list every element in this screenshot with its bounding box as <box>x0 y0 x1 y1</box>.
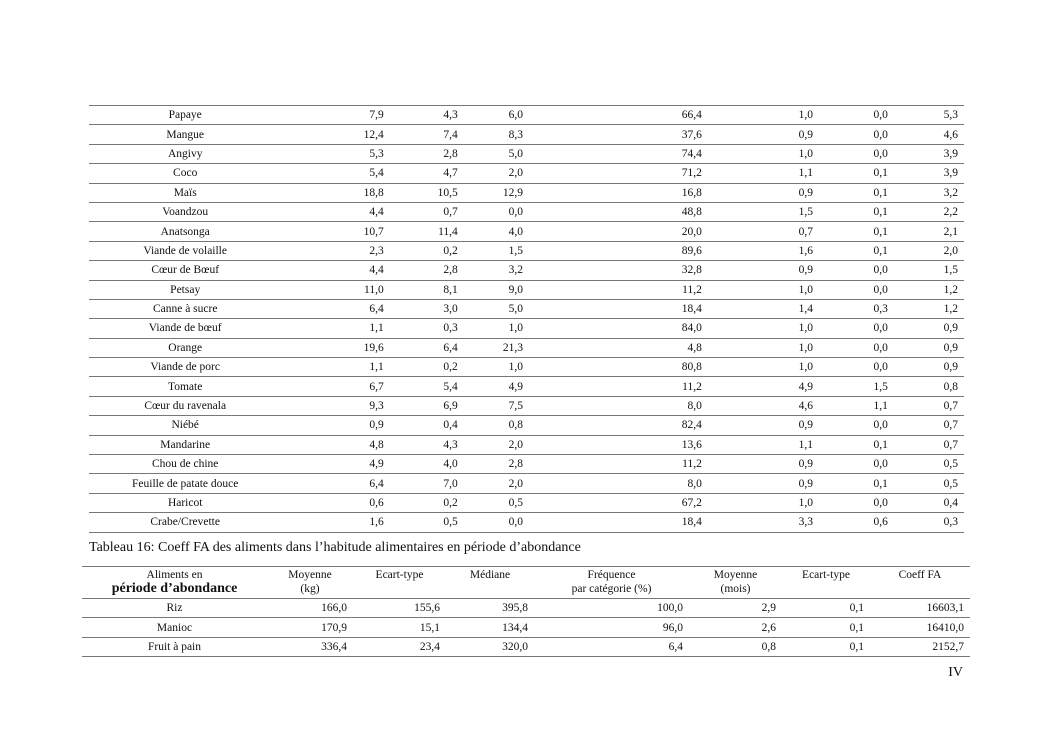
value-cell: 1,0 <box>708 319 819 338</box>
value-cell: 0,5 <box>390 513 464 532</box>
value-cell: 21,3 <box>464 338 529 357</box>
value-cell: 10,7 <box>281 222 389 241</box>
value-cell: 20,0 <box>529 222 708 241</box>
food-name-cell: Haricot <box>89 493 281 512</box>
value-cell: 100,0 <box>534 599 689 618</box>
header-frequence-line1: Fréquence <box>587 569 636 581</box>
value-cell: 67,2 <box>529 493 708 512</box>
value-cell: 0,8 <box>464 416 529 435</box>
food-name-cell: Mangue <box>89 125 281 144</box>
value-cell: 0,3 <box>819 299 894 318</box>
value-cell: 11,2 <box>529 280 708 299</box>
table-row <box>89 183 964 202</box>
value-cell: 4,0 <box>464 222 529 241</box>
value-cell: 1,6 <box>708 241 819 260</box>
value-cell: 6,7 <box>281 377 389 396</box>
table-row <box>89 280 964 299</box>
table-row <box>89 261 964 280</box>
value-cell: 7,0 <box>390 474 464 493</box>
value-cell: 0,9 <box>894 319 964 338</box>
table-row <box>89 358 964 377</box>
value-cell: 4,4 <box>281 202 389 221</box>
table-row <box>89 416 964 435</box>
value-cell: 0,5 <box>894 474 964 493</box>
value-cell: 6,0 <box>464 106 529 125</box>
table-row <box>82 637 970 656</box>
value-cell: 0,0 <box>819 144 894 163</box>
value-cell: 2,8 <box>464 455 529 474</box>
value-cell: 9,3 <box>281 396 389 415</box>
page-number: IV <box>948 665 963 680</box>
value-cell: 0,0 <box>819 455 894 474</box>
value-cell: 19,6 <box>281 338 389 357</box>
value-cell: 4,6 <box>708 396 819 415</box>
value-cell: 0,7 <box>708 222 819 241</box>
value-cell: 0,9 <box>708 183 819 202</box>
value-cell: 3,2 <box>894 183 964 202</box>
value-cell: 12,9 <box>464 183 529 202</box>
value-cell: 3,0 <box>390 299 464 318</box>
value-cell: 0,9 <box>281 416 389 435</box>
value-cell: 66,4 <box>529 106 708 125</box>
value-cell: 0,4 <box>390 416 464 435</box>
value-cell: 0,9 <box>894 358 964 377</box>
value-cell: 0,9 <box>708 455 819 474</box>
value-cell: 2,6 <box>689 618 782 637</box>
food-name-cell: Cœur du ravenala <box>89 396 281 415</box>
header-moyenne-mois <box>689 567 782 599</box>
value-cell: 1,1 <box>281 319 389 338</box>
header-moyenne-mois-line1: Moyenne <box>713 569 758 581</box>
value-cell: 15,1 <box>353 618 446 637</box>
table-row <box>89 435 964 454</box>
value-cell: 0,9 <box>708 416 819 435</box>
value-cell: 1,1 <box>708 164 819 183</box>
value-cell: 0,9 <box>708 125 819 144</box>
value-cell: 1,0 <box>708 493 819 512</box>
value-cell: 2,0 <box>464 435 529 454</box>
value-cell: 16410,0 <box>870 618 970 637</box>
value-cell: 4,6 <box>894 125 964 144</box>
value-cell: 1,0 <box>708 280 819 299</box>
food-name-cell: Canne à sucre <box>89 299 281 318</box>
value-cell: 16603,1 <box>870 599 970 618</box>
header-food-line1: Aliments en <box>146 569 203 581</box>
value-cell: 48,8 <box>529 202 708 221</box>
value-cell: 2,0 <box>464 474 529 493</box>
food-name-cell: Angivy <box>89 144 281 163</box>
header-ecart-type-2: Ecart-type <box>782 567 870 599</box>
value-cell: 0,0 <box>819 416 894 435</box>
value-cell: 0,1 <box>782 618 870 637</box>
value-cell: 0,7 <box>894 435 964 454</box>
value-cell: 71,2 <box>529 164 708 183</box>
value-cell: 32,8 <box>529 261 708 280</box>
value-cell: 4,7 <box>390 164 464 183</box>
value-cell: 0,6 <box>819 513 894 532</box>
value-cell: 6,4 <box>390 338 464 357</box>
value-cell: 0,1 <box>819 241 894 260</box>
value-cell: 1,0 <box>464 319 529 338</box>
value-cell: 1,0 <box>708 144 819 163</box>
food-name-cell: Feuille de patate douce <box>89 474 281 493</box>
value-cell: 3,9 <box>894 144 964 163</box>
value-cell: 336,4 <box>267 637 353 656</box>
food-name-cell: Maïs <box>89 183 281 202</box>
value-cell: 89,6 <box>529 241 708 260</box>
value-cell: 155,6 <box>353 599 446 618</box>
value-cell: 0,5 <box>464 493 529 512</box>
value-cell: 0,8 <box>894 377 964 396</box>
value-cell: 18,4 <box>529 299 708 318</box>
value-cell: 4,8 <box>281 435 389 454</box>
value-cell: 11,4 <box>390 222 464 241</box>
value-cell: 8,1 <box>390 280 464 299</box>
value-cell: 1,6 <box>281 513 389 532</box>
value-cell: 7,9 <box>281 106 389 125</box>
value-cell: 0,3 <box>390 319 464 338</box>
value-cell: 0,0 <box>819 338 894 357</box>
value-cell: 0,7 <box>894 416 964 435</box>
food-name-cell: Viande de volaille <box>89 241 281 260</box>
value-cell: 5,3 <box>281 144 389 163</box>
value-cell: 8,0 <box>529 396 708 415</box>
value-cell: 1,5 <box>708 202 819 221</box>
value-cell: 0,0 <box>819 358 894 377</box>
food-name-cell: Manioc <box>82 618 267 637</box>
table-row <box>82 599 970 618</box>
header-coeff-fa: Coeff FA <box>870 567 970 599</box>
value-cell: 0,1 <box>819 164 894 183</box>
value-cell: 0,7 <box>390 202 464 221</box>
value-cell: 0,1 <box>819 183 894 202</box>
header-ecart-type: Ecart-type <box>353 567 446 599</box>
value-cell: 6,4 <box>281 299 389 318</box>
table-row <box>89 319 964 338</box>
value-cell: 0,5 <box>894 455 964 474</box>
value-cell: 2,8 <box>390 261 464 280</box>
value-cell: 0,9 <box>708 474 819 493</box>
value-cell: 4,0 <box>390 455 464 474</box>
value-cell: 23,4 <box>353 637 446 656</box>
value-cell: 82,4 <box>529 416 708 435</box>
value-cell: 3,9 <box>894 164 964 183</box>
food-name-cell: Tomate <box>89 377 281 396</box>
value-cell: 0,7 <box>894 396 964 415</box>
value-cell: 8,3 <box>464 125 529 144</box>
value-cell: 0,1 <box>782 637 870 656</box>
value-cell: 8,0 <box>529 474 708 493</box>
value-cell: 5,0 <box>464 144 529 163</box>
value-cell: 0,1 <box>819 474 894 493</box>
value-cell: 2,9 <box>689 599 782 618</box>
food-name-cell: Coco <box>89 164 281 183</box>
value-cell: 4,9 <box>708 377 819 396</box>
value-cell: 1,5 <box>464 241 529 260</box>
food-name-cell: Voandzou <box>89 202 281 221</box>
value-cell: 5,4 <box>390 377 464 396</box>
value-cell: 0,1 <box>819 222 894 241</box>
food-name-cell: Papaye <box>89 106 281 125</box>
table-row <box>89 455 964 474</box>
value-cell: 4,4 <box>281 261 389 280</box>
food-name-cell: Anatsonga <box>89 222 281 241</box>
value-cell: 4,9 <box>464 377 529 396</box>
value-cell: 6,4 <box>534 637 689 656</box>
value-cell: 1,0 <box>464 358 529 377</box>
value-cell: 10,5 <box>390 183 464 202</box>
value-cell: 3,2 <box>464 261 529 280</box>
food-name-cell: Crabe/Crevette <box>89 513 281 532</box>
value-cell: 0,0 <box>819 493 894 512</box>
value-cell: 0,4 <box>894 493 964 512</box>
food-name-cell: Niébé <box>89 416 281 435</box>
header-frequence-line2: par catégorie (%) <box>571 583 652 595</box>
table-row <box>82 618 970 637</box>
value-cell: 13,6 <box>529 435 708 454</box>
value-cell: 2152,7 <box>870 637 970 656</box>
value-cell: 134,4 <box>446 618 534 637</box>
food-name-cell: Petsay <box>89 280 281 299</box>
value-cell: 2,0 <box>894 241 964 260</box>
value-cell: 0,8 <box>689 637 782 656</box>
value-cell: 0,9 <box>708 261 819 280</box>
table-row <box>89 241 964 260</box>
table-row <box>89 106 964 125</box>
value-cell: 0,1 <box>819 202 894 221</box>
header-moyenne-kg-line2: (kg) <box>300 583 320 595</box>
table-row <box>89 396 964 415</box>
value-cell: 0,1 <box>819 435 894 454</box>
value-cell: 320,0 <box>446 637 534 656</box>
value-cell: 0,1 <box>782 599 870 618</box>
value-cell: 5,4 <box>281 164 389 183</box>
value-cell: 7,5 <box>464 396 529 415</box>
food-name-cell: Riz <box>82 599 267 618</box>
value-cell: 5,0 <box>464 299 529 318</box>
value-cell: 1,1 <box>708 435 819 454</box>
food-name-cell: Cœur de Bœuf <box>89 261 281 280</box>
value-cell: 18,8 <box>281 183 389 202</box>
table-row <box>89 474 964 493</box>
value-cell: 0,0 <box>819 261 894 280</box>
value-cell: 16,8 <box>529 183 708 202</box>
value-cell: 4,3 <box>390 435 464 454</box>
food-table-continued <box>89 105 964 533</box>
table-row <box>89 144 964 163</box>
table-row <box>89 338 964 357</box>
table-row <box>89 202 964 221</box>
table-row <box>89 164 964 183</box>
value-cell: 1,0 <box>708 106 819 125</box>
header-moyenne-kg-line1: Moyenne <box>288 569 332 581</box>
value-cell: 166,0 <box>267 599 353 618</box>
value-cell: 1,4 <box>708 299 819 318</box>
table-row <box>89 377 964 396</box>
table-row <box>89 299 964 318</box>
table-row <box>89 513 964 532</box>
value-cell: 0,0 <box>464 202 529 221</box>
food-name-cell: Mandarine <box>89 435 281 454</box>
value-cell: 1,0 <box>708 358 819 377</box>
value-cell: 9,0 <box>464 280 529 299</box>
value-cell: 1,5 <box>894 261 964 280</box>
header-frequence <box>534 567 689 599</box>
value-cell: 1,0 <box>708 338 819 357</box>
table-row <box>89 125 964 144</box>
value-cell: 395,8 <box>446 599 534 618</box>
table-header <box>82 567 970 599</box>
value-cell: 18,4 <box>529 513 708 532</box>
abundance-table <box>82 566 970 657</box>
value-cell: 1,2 <box>894 299 964 318</box>
value-cell: 2,8 <box>390 144 464 163</box>
value-cell: 11,0 <box>281 280 389 299</box>
header-food-line2: période d’abondance <box>111 581 238 596</box>
food-name-cell: Viande de porc <box>89 358 281 377</box>
header-moyenne-mois-line2: (mois) <box>720 583 751 595</box>
value-cell: 96,0 <box>534 618 689 637</box>
value-cell: 6,4 <box>281 474 389 493</box>
value-cell: 0,9 <box>894 338 964 357</box>
value-cell: 4,9 <box>281 455 389 474</box>
value-cell: 1,1 <box>819 396 894 415</box>
value-cell: 2,1 <box>894 222 964 241</box>
table-row <box>89 493 964 512</box>
value-cell: 0,6 <box>281 493 389 512</box>
value-cell: 0,0 <box>819 280 894 299</box>
table-caption: Tableau 16: Coeff FA des aliments dans l’habitude alimentaires en période d’abondance <box>89 540 581 555</box>
value-cell: 6,9 <box>390 396 464 415</box>
value-cell: 0,3 <box>894 513 964 532</box>
food-name-cell: Viande de bœuf <box>89 319 281 338</box>
value-cell: 2,3 <box>281 241 389 260</box>
value-cell: 4,3 <box>390 106 464 125</box>
value-cell: 0,0 <box>819 106 894 125</box>
value-cell: 1,2 <box>894 280 964 299</box>
value-cell: 170,9 <box>267 618 353 637</box>
value-cell: 11,2 <box>529 377 708 396</box>
value-cell: 2,0 <box>464 164 529 183</box>
value-cell: 0,0 <box>464 513 529 532</box>
table-row <box>89 222 964 241</box>
value-cell: 80,8 <box>529 358 708 377</box>
value-cell: 3,3 <box>708 513 819 532</box>
value-cell: 1,1 <box>281 358 389 377</box>
value-cell: 0,2 <box>390 493 464 512</box>
value-cell: 2,2 <box>894 202 964 221</box>
value-cell: 7,4 <box>390 125 464 144</box>
value-cell: 74,4 <box>529 144 708 163</box>
value-cell: 12,4 <box>281 125 389 144</box>
food-name-cell: Chou de chine <box>89 455 281 474</box>
value-cell: 0,0 <box>819 319 894 338</box>
value-cell: 84,0 <box>529 319 708 338</box>
value-cell: 37,6 <box>529 125 708 144</box>
food-name-cell: Orange <box>89 338 281 357</box>
value-cell: 11,2 <box>529 455 708 474</box>
food-name-cell: Fruit à pain <box>82 637 267 656</box>
value-cell: 5,3 <box>894 106 964 125</box>
header-mediane: Médiane <box>446 567 534 599</box>
header-food <box>82 567 267 599</box>
header-moyenne-kg <box>267 567 353 599</box>
value-cell: 0,2 <box>390 241 464 260</box>
value-cell: 4,8 <box>529 338 708 357</box>
value-cell: 1,5 <box>819 377 894 396</box>
value-cell: 0,2 <box>390 358 464 377</box>
value-cell: 0,0 <box>819 125 894 144</box>
